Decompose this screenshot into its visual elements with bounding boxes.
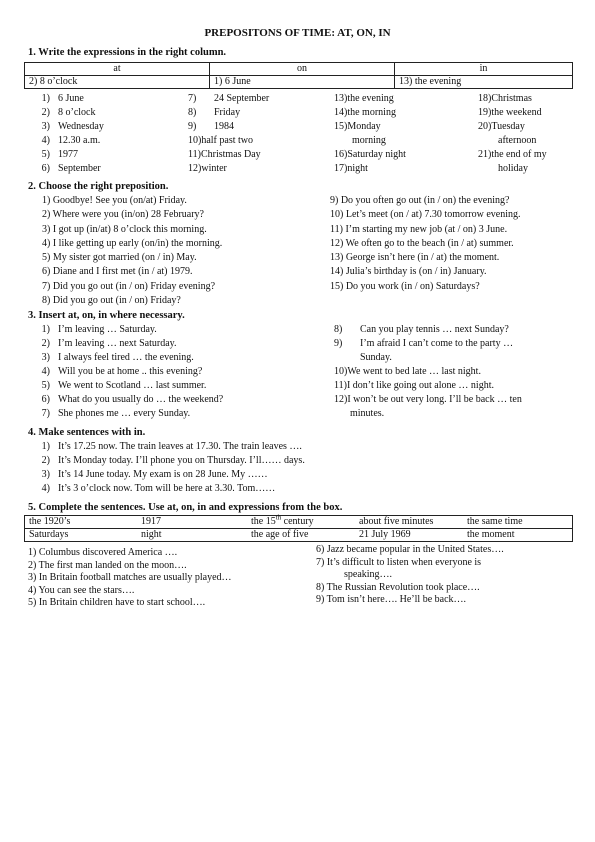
example-on: 1) 6 June: [210, 76, 395, 89]
list-item: 3) In Britain football matches are usually played…: [28, 572, 232, 584]
s1-column-1: [28, 92, 104, 176]
list-item: 6) Jazz became popular in the United States….: [316, 544, 504, 555]
list-item: 13) George isn’t here (in / at) the moment.: [330, 252, 500, 264]
box-cell: the 1920’s: [25, 516, 138, 529]
s1-column-2: [188, 92, 269, 176]
list-item: 9) I’m afraid I can’t come to the party …: [334, 338, 514, 349]
list-item: 3) It’s 14 June today. My exam is on 28 June. My ……: [41, 469, 268, 480]
list-item: 15)Monday: [334, 121, 381, 132]
list-item: 12)I won’t be out very long. I’ll be back … ten: [334, 394, 522, 405]
list-item: 1) Goodbye! See you (on/at) Friday.: [42, 195, 187, 206]
column-header-on: on: [210, 63, 395, 76]
box-cell: the 15th century: [247, 516, 355, 529]
table-row: [25, 76, 573, 89]
table-row: [25, 516, 573, 529]
list-item: 2) It’s Monday today. I’ll phone you on Thursday. I’ll…… days.: [41, 455, 305, 466]
list-item: 17)night: [334, 163, 368, 174]
box-cell: the moment: [463, 529, 573, 542]
list-item: 9) Tom isn’t here…. He’ll be back….: [316, 594, 467, 606]
column-header-at: at: [25, 63, 210, 76]
list-item: 15) Do you work (in / on) Saturdays?: [330, 280, 480, 292]
list-item: speaking….: [344, 569, 393, 581]
box-cell: 1917: [137, 516, 247, 529]
list-item: 4) You can see the stars….: [28, 584, 135, 596]
list-item: 2) I’m leaving … next Saturday.: [41, 338, 177, 349]
list-item: holiday: [498, 163, 528, 174]
section-4-heading: 4. Make sentences with in.: [28, 427, 146, 438]
s2-left-list: [42, 194, 222, 308]
list-item: 1) I’m leaving … Saturday.: [41, 324, 157, 335]
list-item: 16)Saturday night: [334, 149, 406, 160]
box-cell: night: [137, 529, 247, 542]
list-item: 8) The Russian Revolution took place….: [316, 581, 480, 593]
box-cell: about five minutes: [355, 516, 463, 529]
list-item: 12)winter: [188, 163, 227, 174]
s1-column-4: [478, 92, 547, 176]
list-item: 1) 6 June: [41, 93, 84, 104]
list-item: 8) Did you go out (in / on) Friday?: [42, 295, 181, 307]
list-item: 11)I don’t like going out alone … night.: [334, 380, 494, 391]
list-item: 11)Christmas Day: [188, 149, 261, 160]
list-item: 10)half past two: [188, 135, 253, 146]
list-item: Sunday.: [360, 352, 392, 363]
section-1-table: [24, 62, 573, 89]
list-item: 4) 12.30 a.m.: [41, 135, 101, 146]
list-item: 2) Where were you (in/on) 28 February?: [42, 209, 204, 221]
list-item: 6) What do you usually do … the weekend?: [41, 394, 224, 405]
list-item: 9) 1984: [188, 121, 234, 132]
list-item: 1) It’s 17.25 now. The train leaves at 17.30. The train leaves ….: [41, 441, 302, 452]
list-item: 10) Let’s meet (on / at) 7.30 tomorrow evening.: [330, 209, 521, 221]
list-item: 4) Will you be at home .. this evening?: [41, 366, 203, 377]
section-3-heading: 3. Insert at, on, in where necessary.: [28, 310, 185, 321]
section-2-heading: 2. Choose the right preposition.: [28, 181, 169, 192]
list-item: 11) I’m starting my new job (at / on) 3 June.: [330, 223, 508, 235]
expressions-box: [24, 515, 573, 542]
s5-left-list: [28, 547, 232, 610]
list-item: 4) I like getting up early (on/in) the morning.: [42, 237, 223, 249]
list-item: 10)We went to bed late … last night.: [334, 366, 481, 377]
s2-right-list: [330, 194, 521, 294]
list-item: 6) September: [41, 163, 101, 174]
example-at: 2) 8 o’clock: [25, 76, 210, 89]
list-item: afternoon: [498, 135, 537, 146]
section-5-heading: 5. Complete the sentences. Use at, on, in and expressions from the box.: [28, 502, 343, 513]
s3-right-list: [334, 323, 522, 421]
s3-left-list: [28, 323, 223, 421]
list-item: 1) Columbus discovered America ….: [28, 547, 178, 558]
s1-column-3: [334, 92, 406, 176]
list-item: 8) Can you play tennis … next Sunday?: [334, 324, 509, 335]
list-item: morning: [352, 135, 386, 146]
list-item: 12) We often go to the beach (in / at) summer.: [330, 237, 514, 249]
list-item: 8) Friday: [188, 107, 241, 118]
list-item: 19)the weekend: [478, 107, 542, 118]
s4-list: [28, 440, 305, 496]
example-in: 13) the evening: [395, 76, 573, 89]
list-item: minutes.: [350, 408, 385, 419]
page-title: PREPOSITONS OF TIME: AT, ON, IN: [204, 27, 391, 39]
list-item: 6) Diane and I first met (in / at) 1979.: [42, 266, 193, 278]
table-row: [25, 529, 573, 542]
s5-right-list: [316, 544, 504, 607]
list-item: 2) The first man landed on the moon….: [28, 559, 187, 571]
list-item: 4) It’s 3 o’clock now. Tom will be here at 3.30. Tom……: [41, 483, 276, 494]
list-item: 14)the morning: [334, 107, 396, 118]
column-header-in: in: [395, 63, 573, 76]
list-item: 7) She phones me … every Sunday.: [41, 408, 191, 419]
list-item: 7) 24 September: [188, 93, 270, 104]
list-item: 5) 1977: [41, 149, 78, 160]
table-header-row: [25, 63, 573, 76]
list-item: 5) We went to Scotland … last summer.: [41, 380, 207, 391]
list-item: 5) In Britain children have to start school….: [28, 597, 206, 609]
list-item: 14) Julia’s birthday is (on / in) January.: [330, 266, 487, 278]
list-item: 3) Wednesday: [41, 121, 104, 132]
list-item: 5) My sister got married (on / in) May.: [42, 252, 197, 264]
list-item: 7) Did you go out (in / on) Friday evening?: [42, 280, 216, 292]
box-cell: the same time: [463, 516, 573, 529]
list-item: 20)Tuesday: [478, 121, 525, 132]
list-item: 18)Christmas: [478, 93, 532, 104]
list-item: 9) Do you often go out (in / on) the evening?: [330, 195, 510, 206]
list-item: 21)the end of my: [478, 149, 547, 160]
box-cell: the age of five: [247, 529, 355, 542]
section-1-heading: 1. Write the expressions in the right column.: [28, 47, 227, 58]
list-item: 13)the evening: [334, 93, 394, 104]
box-cell: 21 July 1969: [355, 529, 463, 542]
list-item: 3) I got up (in/at) 8 o’clock this morning.: [42, 223, 207, 235]
list-item: 7) It’s difficult to listen when everyone is: [316, 556, 482, 568]
box-cell: Saturdays: [25, 529, 138, 542]
list-item: 2) 8 o’clock: [41, 107, 96, 118]
list-item: 3) I always feel tired … the evening.: [41, 352, 194, 363]
